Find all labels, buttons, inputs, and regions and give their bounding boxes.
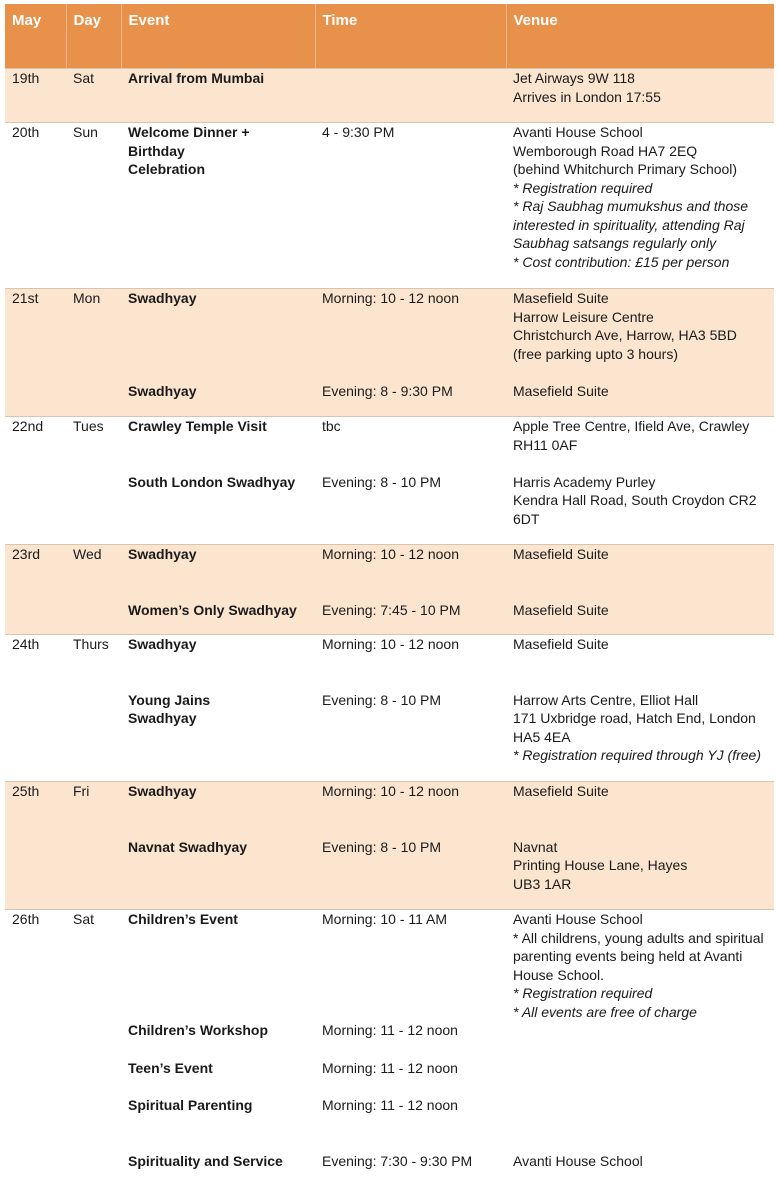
venue-cell	[506, 545, 774, 601]
venue-note: * Raj Saubhag mumukshus and those	[513, 197, 768, 216]
event-name-line: Crawley Temple Visit	[128, 417, 309, 436]
date-cell	[5, 838, 66, 910]
event-cell	[121, 1096, 315, 1152]
time-cell: tbc	[315, 417, 506, 473]
day-cell: Tues	[66, 417, 121, 473]
event-name-line: Spiritual Parenting	[128, 1096, 309, 1115]
venue-line: Avanti House School	[513, 910, 768, 929]
table-row	[5, 601, 774, 635]
venue-line: Avanti House School	[513, 1152, 768, 1171]
venue-cell	[506, 1096, 774, 1152]
time-cell: Morning: 11 - 12 noon	[315, 1021, 506, 1059]
event-name-line: Young Jains	[128, 691, 309, 710]
event-cell	[121, 1021, 315, 1059]
table-row	[5, 473, 774, 545]
venue-line: Printing House Lane, Hayes	[513, 856, 768, 875]
venue-line: Wemborough Road HA7 2EQ	[513, 142, 768, 161]
date-cell	[5, 382, 66, 417]
day-cell: Sat	[66, 69, 121, 123]
col-header-time: Time	[315, 4, 506, 69]
venue-cell	[506, 910, 774, 1022]
venue-cell	[506, 289, 774, 382]
event-cell	[121, 382, 315, 417]
event-cell	[121, 545, 315, 601]
event-name-line: Arrival from Mumbai	[128, 69, 309, 88]
table-row	[5, 1152, 774, 1190]
event-name-line: Children’s Event	[128, 910, 309, 929]
schedule-body	[5, 69, 774, 1190]
venue-cell	[506, 382, 774, 417]
venue-cell	[506, 1059, 774, 1096]
day-cell	[66, 691, 121, 782]
venue-line: 6DT	[513, 510, 768, 529]
date-cell: 22nd	[5, 417, 66, 473]
time-cell: Morning: 10 - 12 noon	[315, 635, 506, 691]
date-cell	[5, 1152, 66, 1190]
venue-cell	[506, 69, 774, 123]
event-cell	[121, 691, 315, 782]
event-cell	[121, 473, 315, 545]
venue-line: Jet Airways 9W 118	[513, 69, 768, 88]
venue-line: Masefield Suite	[513, 782, 768, 801]
event-cell	[121, 417, 315, 473]
table-row	[5, 782, 774, 838]
day-cell: Wed	[66, 545, 121, 601]
day-cell: Sun	[66, 123, 121, 289]
date-cell: 23rd	[5, 545, 66, 601]
table-row	[5, 545, 774, 601]
date-cell: 19th	[5, 69, 66, 123]
day-cell	[66, 382, 121, 417]
venue-line: UB3 1AR	[513, 875, 768, 894]
date-cell	[5, 601, 66, 635]
venue-line: * All childrens, young adults and spiritual	[513, 929, 768, 948]
date-cell	[5, 691, 66, 782]
day-cell	[66, 1152, 121, 1190]
day-cell	[66, 1096, 121, 1152]
venue-line: RH11 0AF	[513, 436, 768, 455]
venue-line: Masefield Suite	[513, 635, 768, 654]
table-row	[5, 382, 774, 417]
venue-line: Harrow Arts Centre, Elliot Hall	[513, 691, 768, 710]
event-cell	[121, 782, 315, 838]
day-cell	[66, 838, 121, 910]
venue-line: (behind Whitchurch Primary School)	[513, 160, 768, 179]
event-name-line: South London Swadhyay	[128, 473, 309, 492]
venue-line: House School.	[513, 966, 768, 985]
event-name-line: Swadhyay	[128, 709, 309, 728]
venue-line: parenting events being held at Avanti	[513, 947, 768, 966]
venue-line: Harris Academy Purley	[513, 473, 768, 492]
event-cell	[121, 1152, 315, 1190]
event-name-line: Teen’s Event	[128, 1059, 309, 1078]
venue-cell	[506, 635, 774, 691]
table-row	[5, 123, 774, 289]
date-cell	[5, 1021, 66, 1059]
time-cell: Evening: 8 - 10 PM	[315, 473, 506, 545]
event-name-line: Women’s Only Swadhyay	[128, 601, 309, 620]
col-header-venue: Venue	[506, 4, 774, 69]
venue-line: Harrow Leisure Centre	[513, 308, 768, 327]
venue-note: * All events are free of charge	[513, 1003, 768, 1022]
col-header-event: Event	[121, 4, 315, 69]
date-cell	[5, 1059, 66, 1096]
date-cell: 25th	[5, 782, 66, 838]
time-cell: 4 - 9:30 PM	[315, 123, 506, 289]
venue-cell	[506, 473, 774, 545]
time-cell	[315, 69, 506, 123]
event-cell	[121, 910, 315, 1022]
day-cell: Fri	[66, 782, 121, 838]
date-cell: 26th	[5, 910, 66, 1022]
event-name-line: Navnat Swadhyay	[128, 838, 309, 857]
date-cell	[5, 1096, 66, 1152]
time-cell: Evening: 7:45 - 10 PM	[315, 601, 506, 635]
schedule-table	[5, 4, 774, 1190]
venue-note: * Registration required through YJ (free)	[513, 746, 768, 765]
venue-cell	[506, 782, 774, 838]
event-name-line: Spirituality and Service	[128, 1152, 309, 1171]
time-cell: Morning: 10 - 12 noon	[315, 545, 506, 601]
date-cell	[5, 473, 66, 545]
venue-line: Apple Tree Centre, Ifield Ave, Crawley	[513, 417, 768, 436]
event-name-line: Children’s Workshop	[128, 1021, 309, 1040]
table-row	[5, 1021, 774, 1059]
time-cell: Morning: 10 - 12 noon	[315, 289, 506, 382]
event-name-line: Swadhyay	[128, 635, 309, 654]
venue-line: HA5 4EA	[513, 728, 768, 747]
venue-line: Avanti House School	[513, 123, 768, 142]
venue-note: * Registration required	[513, 179, 768, 198]
table-row	[5, 910, 774, 1022]
venue-cell	[506, 123, 774, 289]
event-cell	[121, 289, 315, 382]
event-cell	[121, 123, 315, 289]
venue-line: Masefield Suite	[513, 601, 768, 620]
venue-line: Masefield Suite	[513, 289, 768, 308]
time-cell: Evening: 8 - 9:30 PM	[315, 382, 506, 417]
venue-cell	[506, 1021, 774, 1059]
day-cell	[66, 1021, 121, 1059]
venue-note: * Cost contribution: £15 per person	[513, 253, 768, 272]
event-cell	[121, 838, 315, 910]
time-cell: Morning: 10 - 11 AM	[315, 910, 506, 1022]
venue-cell	[506, 1152, 774, 1190]
time-cell: Morning: 11 - 12 noon	[315, 1059, 506, 1096]
event-cell	[121, 635, 315, 691]
venue-line: Masefield Suite	[513, 382, 768, 401]
table-row	[5, 691, 774, 782]
day-cell: Thurs	[66, 635, 121, 691]
date-cell: 21st	[5, 289, 66, 382]
event-name-line: Swadhyay	[128, 382, 309, 401]
day-cell: Mon	[66, 289, 121, 382]
header-row	[5, 4, 774, 69]
day-cell	[66, 601, 121, 635]
table-row	[5, 417, 774, 473]
venue-note: * Registration required	[513, 984, 768, 1003]
time-cell: Morning: 11 - 12 noon	[315, 1096, 506, 1152]
venue-line: Kendra Hall Road, South Croydon CR2	[513, 491, 768, 510]
venue-line: Navnat	[513, 838, 768, 857]
event-name-line: Welcome Dinner + Birthday	[128, 123, 309, 160]
time-cell: Evening: 8 - 10 PM	[315, 838, 506, 910]
venue-cell	[506, 601, 774, 635]
event-cell	[121, 69, 315, 123]
day-cell	[66, 1059, 121, 1096]
col-header-may: May	[5, 4, 66, 69]
day-cell: Sat	[66, 910, 121, 1022]
date-cell: 20th	[5, 123, 66, 289]
table-row	[5, 1096, 774, 1152]
event-name-line: Celebration	[128, 160, 309, 179]
venue-line: Christchurch Ave, Harrow, HA3 5BD	[513, 326, 768, 345]
table-row	[5, 838, 774, 910]
venue-line: 171 Uxbridge road, Hatch End, London	[513, 709, 768, 728]
venue-cell	[506, 417, 774, 473]
venue-cell	[506, 838, 774, 910]
table-row	[5, 635, 774, 691]
venue-cell	[506, 691, 774, 782]
venue-note: interested in spirituality, attending Raj	[513, 216, 768, 235]
event-name-line: Swadhyay	[128, 782, 309, 801]
table-row	[5, 69, 774, 123]
col-header-day: Day	[66, 4, 121, 69]
venue-line: (free parking upto 3 hours)	[513, 345, 768, 364]
day-cell	[66, 473, 121, 545]
event-name-line: Swadhyay	[128, 545, 309, 564]
venue-line: Masefield Suite	[513, 545, 768, 564]
time-cell: Evening: 7:30 - 9:30 PM	[315, 1152, 506, 1190]
event-cell	[121, 601, 315, 635]
table-row	[5, 289, 774, 382]
time-cell: Morning: 10 - 12 noon	[315, 782, 506, 838]
time-cell: Evening: 8 - 10 PM	[315, 691, 506, 782]
date-cell: 24th	[5, 635, 66, 691]
event-cell	[121, 1059, 315, 1096]
venue-note: Saubhag satsangs regularly only	[513, 234, 768, 253]
table-row	[5, 1059, 774, 1096]
event-name-line: Swadhyay	[128, 289, 309, 308]
venue-line: Arrives in London 17:55	[513, 88, 768, 107]
